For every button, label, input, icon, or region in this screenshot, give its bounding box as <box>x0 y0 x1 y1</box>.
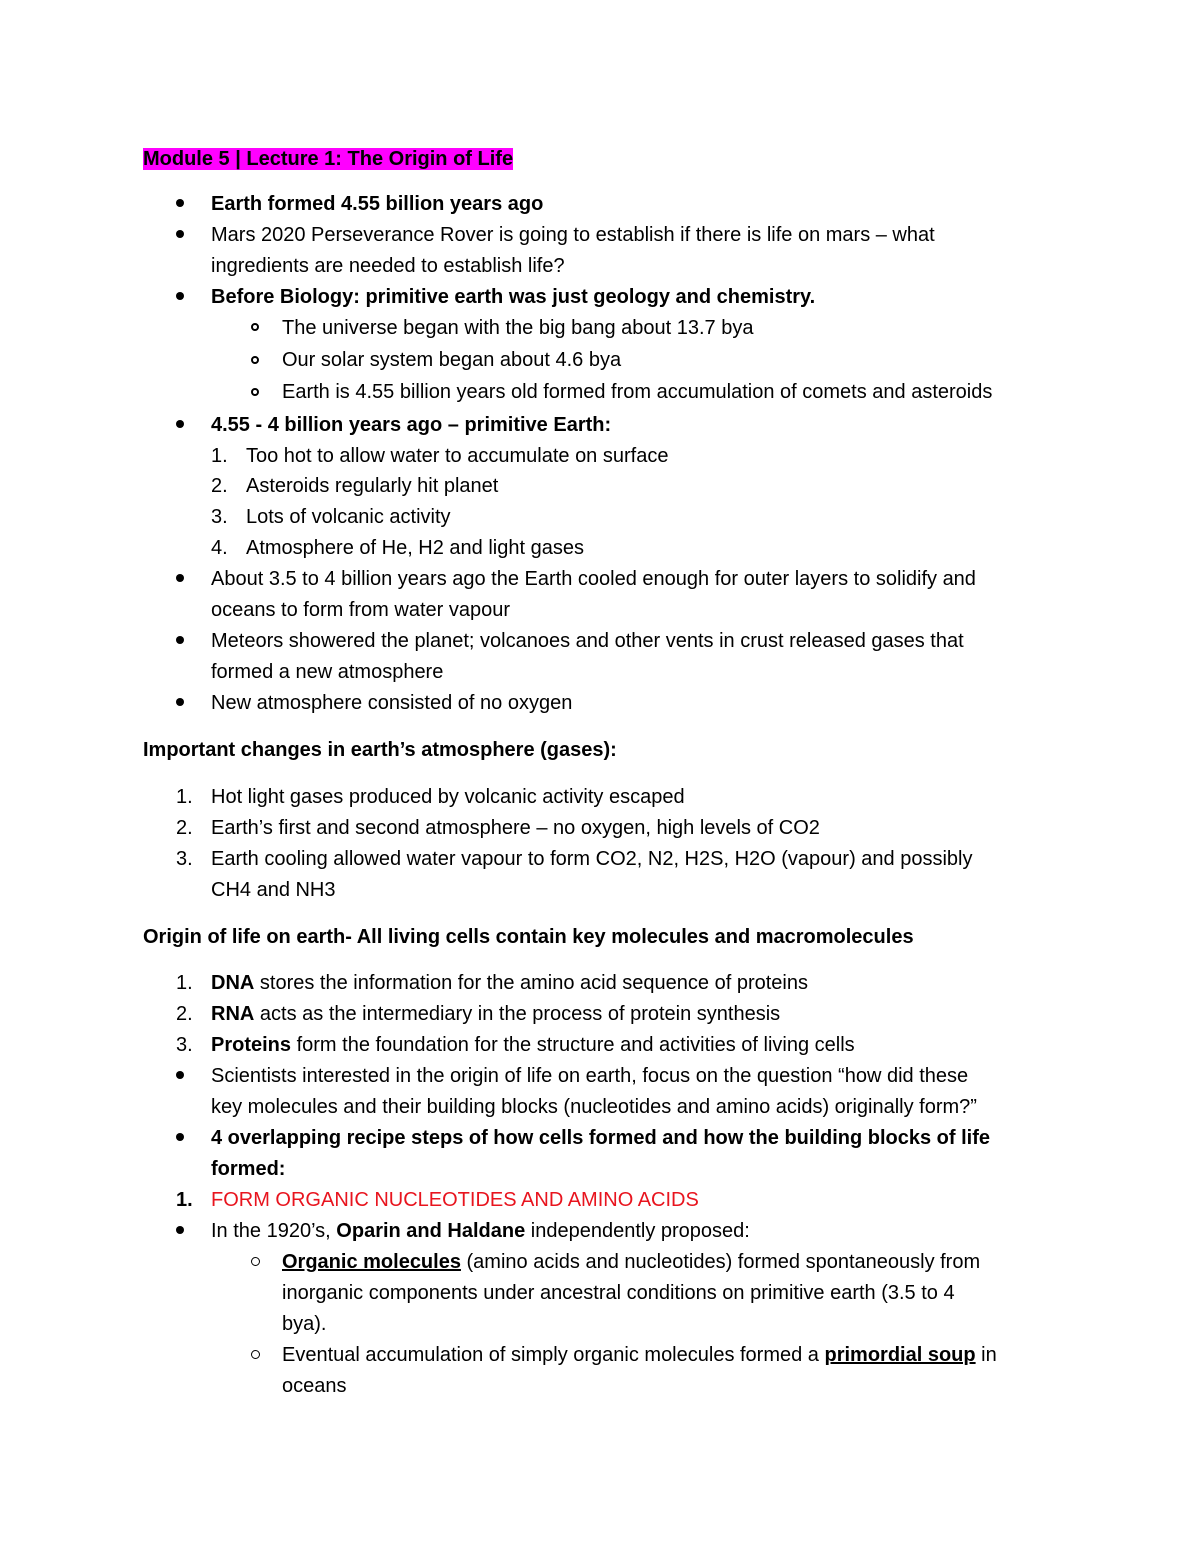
bullet-recipe-steps-line1: 4 overlapping recipe steps of how cells formed and how the building blocks of life <box>211 1127 991 1149</box>
atmosphere-item-gases-escaped: Hot light gases produced by volcanic activity escaped <box>211 786 685 808</box>
proteins-description: form the foundation for the structure and activities of living cells <box>291 1034 855 1056</box>
bullet-meteors-line1: Meteors showered the planet; volcanoes and other vents in crust released gases that <box>211 630 964 652</box>
bullet-earth-cooled-line2: oceans to form from water vapour <box>211 599 511 621</box>
sub-bullet-icon <box>251 1257 260 1266</box>
atmosphere-item-cooling-line1: Earth cooling allowed water vapour to form CO2, N2, H2S, H2O (vapour) and possibly <box>211 848 973 870</box>
numbered-item-4: 4. <box>211 537 228 559</box>
primordial-soup-term: primordial soup <box>824 1344 976 1366</box>
numbered-item-2: 2. <box>211 475 228 497</box>
atmosphere-item-cooling-line2: CH4 and NH3 <box>211 879 336 901</box>
sub-bullet-big-bang: The universe began with the big bang about 13.7 bya <box>282 317 754 339</box>
bullet-primitive-earth: 4.55 - 4 billion years ago – primitive Earth: <box>211 414 612 436</box>
sub-bullet-organic-molecules-line1 <box>282 1249 980 1275</box>
numbered-item-2: 2. <box>176 817 193 839</box>
bullet-icon <box>176 698 184 706</box>
numbered-item-asteroids: Asteroids regularly hit planet <box>246 475 499 497</box>
bullet-icon <box>176 420 184 428</box>
numbered-item-atmosphere: Atmosphere of He, H2 and light gases <box>246 537 584 559</box>
numbered-item-volcanic: Lots of volcanic activity <box>246 506 451 528</box>
bullet-icon <box>176 199 184 207</box>
organic-molecules-term: Organic molecules <box>282 1251 461 1273</box>
title-highlight: Module 5 | Lecture 1: The Origin of Life <box>143 148 514 170</box>
origin-item-dna <box>211 970 808 996</box>
primordial-prefix: Eventual accumulation of simply organic molecules formed a <box>282 1344 825 1366</box>
bullet-meteors-line2: formed a new atmosphere <box>211 661 444 683</box>
bullet-earth-cooled-line1: About 3.5 to 4 billion years ago the Earth cooled enough for outer layers to solidify and <box>211 568 976 590</box>
organic-molecules-text: (amino acids and nucleotides) formed spontaneously from <box>460 1251 981 1273</box>
bullet-icon <box>176 1133 184 1141</box>
sub-bullet-icon <box>251 388 259 396</box>
bullet-icon <box>176 292 184 300</box>
sub-bullet-primordial-soup-line1 <box>282 1342 997 1368</box>
numbered-item-1: 1. <box>211 445 228 467</box>
sub-bullet-icon <box>251 323 259 331</box>
bullet-no-oxygen: New atmosphere consisted of no oxygen <box>211 692 573 714</box>
bullet-scientists-line2: key molecules and their building blocks (nucleotides and amino acids) originally form?” <box>211 1096 977 1118</box>
sub-bullet-icon <box>251 356 259 364</box>
numbered-item-1: 1. <box>176 972 193 994</box>
dna-term: DNA <box>211 972 255 994</box>
numbered-item-3: 3. <box>176 1034 193 1056</box>
numbered-item-3: 3. <box>176 848 193 870</box>
sub-bullet-earth-age: Earth is 4.55 billion years old formed from accumulation of comets and asteroids <box>282 381 993 403</box>
page-title <box>143 146 513 172</box>
sub-bullet-organic-molecules-line2: inorganic components under ancestral conditions on primitive earth (3.5 to 4 <box>282 1282 955 1304</box>
origin-heading: Origin of life on earth- All living cells contain key molecules and macromolecules <box>143 926 914 948</box>
origin-item-rna <box>211 1001 780 1027</box>
sub-bullet-primordial-soup-line2: oceans <box>282 1375 347 1397</box>
origin-item-proteins <box>211 1032 855 1058</box>
rna-description: acts as the intermediary in the process of protein synthesis <box>254 1003 781 1025</box>
primordial-suffix: in <box>975 1344 997 1366</box>
sub-bullet-icon <box>251 1350 260 1359</box>
numbered-item-too-hot: Too hot to allow water to accumulate on surface <box>246 445 669 467</box>
proteins-term: Proteins <box>211 1034 292 1056</box>
oparin-suffix: independently proposed: <box>525 1220 750 1242</box>
oparin-haldane-names: Oparin and Haldane <box>336 1220 526 1242</box>
numbered-item-2: 2. <box>176 1003 193 1025</box>
oparin-prefix: In the 1920’s, <box>211 1220 337 1242</box>
sub-bullet-solar-system: Our solar system began about 4.6 bya <box>282 349 622 371</box>
bullet-recipe-steps-line2: formed: <box>211 1158 286 1180</box>
rna-term: RNA <box>211 1003 255 1025</box>
bullet-icon <box>176 574 184 582</box>
bullet-oparin-haldane <box>211 1218 750 1244</box>
bullet-scientists-line1: Scientists interested in the origin of life on earth, focus on the question “how did these <box>211 1065 969 1087</box>
atmosphere-item-no-oxygen: Earth’s first and second atmosphere – no oxygen, high levels of CO2 <box>211 817 820 839</box>
bullet-icon <box>176 1226 184 1234</box>
dna-description: stores the information for the amino acid sequence of proteins <box>254 972 808 994</box>
bullet-icon <box>176 230 184 238</box>
bullet-mars-rover-line2: ingredients are needed to establish life? <box>211 255 565 277</box>
bullet-icon <box>176 636 184 644</box>
atmosphere-heading: Important changes in earth’s atmosphere (gases): <box>143 739 617 761</box>
step-form-organic: FORM ORGANIC NUCLEOTIDES AND AMINO ACIDS <box>211 1189 699 1211</box>
bullet-before-biology: Before Biology: primitive earth was just geology and chemistry. <box>211 286 816 308</box>
numbered-item-3: 3. <box>211 506 228 528</box>
bullet-earth-formed: Earth formed 4.55 billion years ago <box>211 193 544 215</box>
sub-bullet-organic-molecules-line3: bya). <box>282 1313 327 1335</box>
bullet-mars-rover-line1: Mars 2020 Perseverance Rover is going to establish if there is life on mars – what <box>211 224 935 246</box>
numbered-item-1: 1. <box>176 1189 193 1211</box>
bullet-icon <box>176 1071 184 1079</box>
numbered-item-1: 1. <box>176 786 193 808</box>
